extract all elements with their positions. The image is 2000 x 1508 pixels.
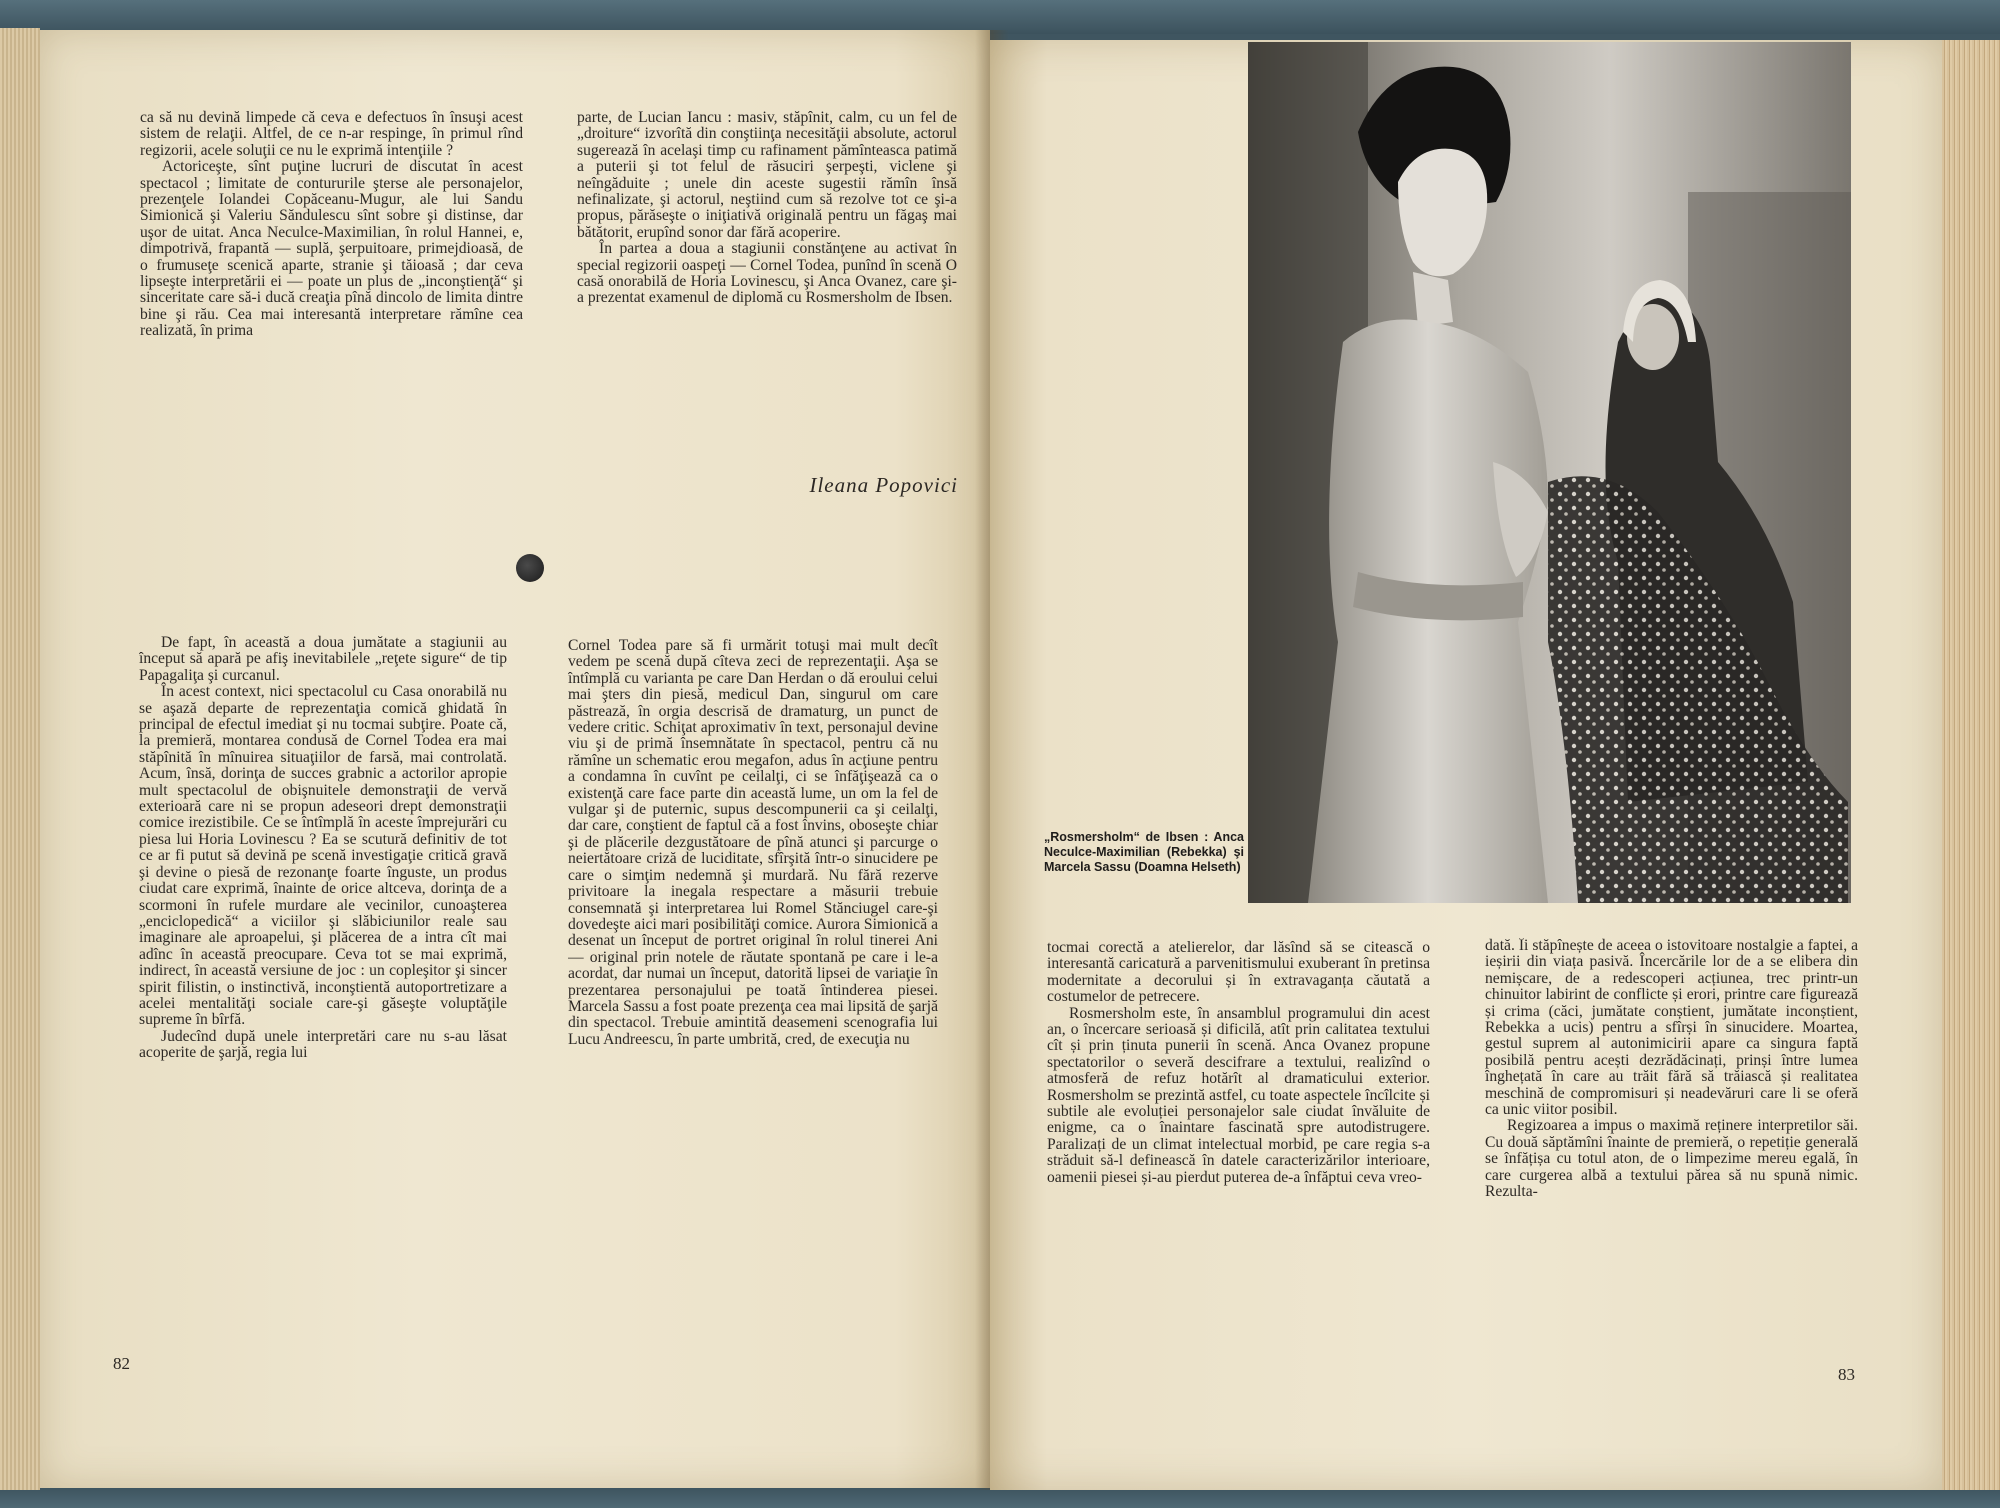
paragraph: dată. Îi stăpînește de aceea o istovitoare nostalgie a faptei, a ieșirii din viața pasivă. Încercările lor de a se elibera din nemișcare, de a redescoperi acțiunea, trec printr-un chinuitor labirint de conflicte și erori, printre care figurează și crima (căci, jumătate conștient, jumătate inconștient, Rebekka a ucis) pentru a sfîrși în sinucidere. Moartea, gestul suprem al autonimicirii apare ca singura faptă posibilă pentru acești dezrădăcinați, prinși între lumea înghețată în care au trăit fără să trăiască și realitatea meschină de compromisuri și neadevăruri care li se oferă ca unic viitor posibil.: [1485, 938, 1858, 1119]
right-bottom-column-2: [1485, 938, 1858, 1338]
left-bottom-column-1: [139, 635, 507, 1335]
paragraph: În acest context, nici spectacolul cu Casa onorabilă nu se aşază departe de reprezentaţia comică ghidată în principal de efectul imediat şi nu tocmai subţire. Poate că, la premieră, montarea condusă de Cornel Todea era mai stăpînită în mînuirea situaţiilor de farsă, mai controlată. Acum, însă, dorinţa de succes grabnic a actorilor apropie mult spectacolul de obişnuitele demonstraţii de vervă exterioară care ni se propun adeseori drept demonstraţii comice irezistibile. Ce se întîmplă în aceste împrejurări cu piesa lui Horia Lovinescu ? Ea se scutură definitiv de tot ce ar fi putut să devină pe scenă investigaţie critică gravă şi devine o piesă de rezonanţe foarte înguste, un produs ciudat care exprimă, înainte de orice altceva, dorinţa de a scormoni în rufele murdare ale vecinilor, cunoaşterea „enciclopedică“ a viciilor şi slăbiciunilor reale sau imaginare ale aproapelui, şi plăcerea de a intra cît mai adînc în această preocupare. Ceva tot se mai exprimă, indirect, în această versiune de joc : un copleşitor şi sincer spirit filistin, o instinctivă, inconştientă autoportretizare a acelei mentalităţi sociale care-şi găseşte voluptăţile supreme în bîrfă.: [139, 683, 507, 1029]
paragraph: Rosmersholm este, în ansamblul programului din acest an, o încercare serioasă și dificilă, atît prin calitatea textului cît și prin ținuta punerii în scenă. Anca Ovanez propune spectatorilor o severă descifrare a textului, realizînd o atmosferă de refuz hotărît al dramaticului exterior. Rosmersholm se prezintă astfel, cu toate aspectele încîlcite și subtile ale evoluției personajelor sale ciudat învăluite de enigme, ca o înaintare fascinată spre autodistrugere. Paralizați de un climat intelectual morbid, pe care regia s-a străduit să-l definească în datele caracterizărilor interioare, oamenii piesei și-au pierdut puterea de-a înfăptui ceva vreo-: [1047, 1004, 1430, 1186]
photo-caption: [1044, 830, 1244, 875]
paragraph: În partea a doua a stagiunii constănţene au activat în special regizorii oaspeţi — Cornel Todea, punînd în scenă O casă onorabilă de Horia Lovinescu, şi Anca Ovanez, care şi-a prezentat examenul de diplomă cu Rosmersholm de Ibsen.: [577, 240, 957, 307]
page-stack-right: [1942, 40, 2000, 1490]
paragraph: parte, de Lucian Iancu : masiv, stăpînit, calm, cu un fel de „droiture“ izvorîtă din conştiinţa necesităţii absolute, actorul sugerează în acelaşi timp cu rafinament pămînteasca patimă a puterii şi tot felul de răsuciri şerpeşti, viclene şi neîngăduite ; unele din aceste sugestii rămîn însă nefinalizate, şi actorul, neştiind cum să rezolve tot ce şi-a propus, părăseşte o iniţiativă originală pentru un făgaş mai bătătorit, erupînd sonor dar fără acoperire.: [577, 110, 957, 241]
page-number-right: 83: [1838, 1365, 1855, 1384]
page-stack-left: [0, 28, 40, 1490]
page-number-left: 82: [113, 1354, 130, 1373]
left-top-column-1: [140, 110, 523, 500]
paragraph: ca să nu devină limpede că ceva e defectuos în însuşi acest sistem de relaţii. Altfel, de ce n-ar respinge, în primul rînd regizorii, acele soluţii ce nu le exprimă intenţiile ?: [140, 110, 523, 159]
stage-photo-illustration: [1248, 42, 1851, 903]
author-signature: Ileana Popovici: [809, 473, 958, 497]
paragraph: Regizoarea a impus o maximă reținere interpretilor săi. Cu două săptămîni înainte de premieră, o repetiție generală se înfățișa cu totul aton, de o limpezime mereu egală, în care curgerea albă a textului părea să nu spună nimic. Rezulta-: [1485, 1117, 1858, 1201]
stage-photo: [1248, 42, 1851, 903]
paragraph: Judecînd după unele interpretări care nu s-au lăsat acoperite de şarjă, regia lui: [139, 1027, 507, 1062]
paragraph: Cornel Todea pare să fi urmărit totuşi mai mult decît vedem pe scenă după cîteva zeci de reprezentaţii. Aşa se întîmplă cu varianta pe care Dan Herdan o dă eroului celui mai şters din piesă, medicul Dan, singurul om care păstrează, în orgia descrisă de dramaturg, un punct de vedere critic. Schiţat aproximativ în text, personajul devine viu şi de primă însemnătate în spectacol, pentru că nu rămîne un schematic erou megafon, adus în acţiune pentru a condamna în cuvînt pe ceilalţi, ci se înfăţişează ca o existenţă care face parte din această lume, un om la fel de vulgar şi de puternic, supus descompunerii ca şi ceilalţi, dar care, conştient de faptul că a fost învins, oboseşte chiar şi de plăcerile dezgustătoare de pînă atunci şi parcurge o neiertătoare criză de luciditate, sfîrşită într-o sinucidere pe care o simţim nedemnă şi murdară. Nu fără rezerve privitoare la inegala respectare a măsurii trebuie consemnată şi interpretarea lui Romel Stănciugel care-şi dovedeşte aici mari posibilităţi comice. Aurora Simionică a desenat un început de portret original în rolul tinerei Ani — original prin notele de răutate spontană pe care i le-a acordat, dar numai un început, datorită lipsei de variaţie în prezentarea personajului pe toată întinderea piesei. Marcela Sassu a fost poate prezenţa cea mai lipsită de şarjă din spectacol. Trebuie amintită deasemeni scenografia lui Lucu Andreescu, în parte umbrită, cred, de execuţia nu: [568, 638, 938, 1048]
left-top-column-2: [577, 110, 957, 465]
caption-text: „Rosmersholm“ de Ibsen : Anca Neculce-Maximilian (Rebekka) şi Marcela Sassu (Doamna Helseth): [1044, 830, 1244, 874]
paragraph: Actoriceşte, sînt puţine lucruri de discutat în acest spectacol ; limitate de contururile şterse ale personajelor, prezenţele Iolandei Copăceanu-Mugur, ale lui Sandu Simionică şi Valeriu Săndulescu sînt sobre şi distinse, dar uşor de uitat. Anca Neculce-Maximilian, în rolul Hannei, e, dimpotrivă, frapantă — suplă, şerpuitoare, primejdioasă, de o frumuseţe scenică aparte, stranie şi tăioasă ; dar ceva lipseşte interpretării ei — poate un plus de „inconştienţă“ şi sinceritate care să-i ducă creaţia pînă dincolo de limita dintre bine şi rău. Cea mai interesantă interpretare rămîne cea realizată, în prima: [140, 158, 523, 340]
paragraph: De fapt, în această a doua jumătate a stagiunii au început să apară pe afiş inevitabilele „reţete sigure“ de tip Papagaliţa şi curcanul.: [139, 635, 507, 684]
left-bottom-column-2: [568, 638, 938, 1338]
book-cover-top: [0, 0, 2000, 34]
right-bottom-column-1: [1047, 940, 1430, 1338]
binding-hole: [516, 554, 544, 582]
paragraph: tocmai corectă a atelierelor, dar lăsînd să se citească o interesantă caricatură a parvenitismului exuberant în pretinsa modernitate a decorului și în extravaganța căutată a costumelor de petrecere.: [1047, 940, 1430, 1006]
